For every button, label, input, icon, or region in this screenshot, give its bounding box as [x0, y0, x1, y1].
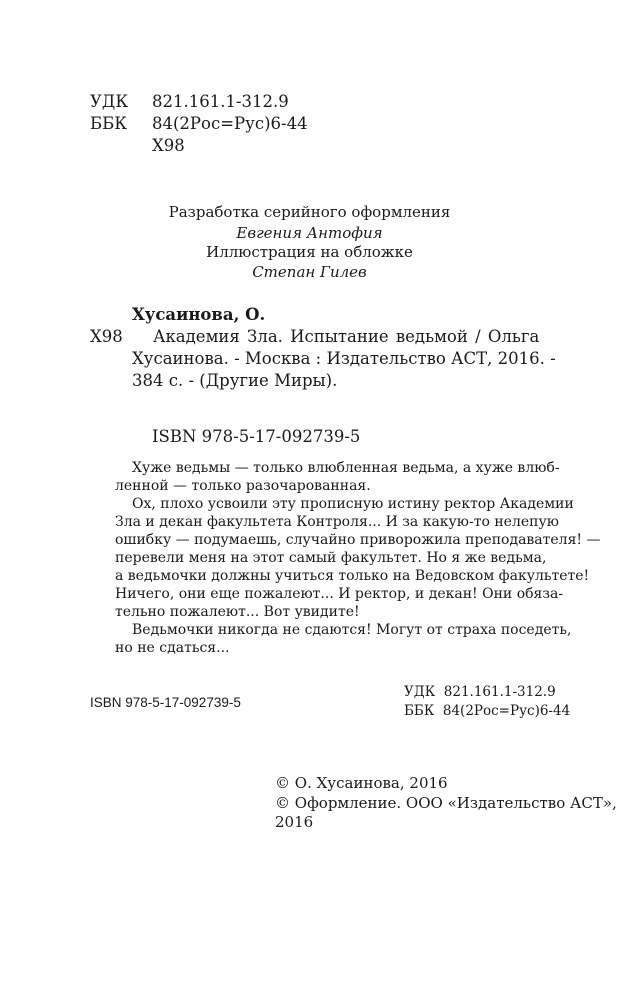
- udk-line: [90, 92, 289, 111]
- catalog-author: Хусаинова, О.: [132, 305, 266, 324]
- copyright-year: 2016: [275, 813, 314, 831]
- catalog-isbn: ISBN 978-5-17-092739-5: [152, 427, 361, 446]
- author-mark: Х98: [152, 136, 185, 155]
- catalog-desc-line-1: Академия Зла. Испытание ведьмой / Ольга: [153, 327, 540, 346]
- credits-line-4: Степан Гилев: [252, 263, 367, 281]
- catalog-desc-line-3: 384 с. - (Другие Миры).: [132, 371, 338, 390]
- udk-value: 821.161.1-312.9: [152, 92, 289, 111]
- credits-line-3: Иллюстрация на обложке: [206, 243, 413, 261]
- catalog-desc-line-2: Хусаинова. - Москва : Издательство АСТ, 2016. -: [132, 349, 556, 368]
- annotation-line: Ничего, они еще пожалеют... И ректор, и декан! Они обяза-: [115, 586, 564, 602]
- catalog-mark: Х98: [90, 327, 123, 346]
- annotation-line: но не сдаться...: [115, 640, 230, 656]
- annotation-line: перевели меня на этот самый факультет. Но я же ведьма,: [115, 550, 547, 566]
- footer-bbk: ББК 84(2Рос=Рус)6-44: [404, 703, 571, 719]
- credits-line-1: Разработка серийного оформления: [168, 203, 451, 221]
- bbk-value: 84(2Рос=Рус)6-44: [152, 114, 308, 133]
- annotation-line: Ведьмочки никогда не сдаются! Могут от страха поседеть,: [132, 622, 572, 638]
- annotation-line: Хуже ведьмы — только влюбленная ведьма, а хуже влюб-: [132, 460, 560, 476]
- annotation-line: тельно пожалеют... Вот увидите!: [115, 604, 360, 620]
- copyright-design: © Оформление. ООО «Издательство АСТ»,: [275, 794, 617, 812]
- annotation-line: Зла и декан факультета Контроля... И за какую-то нелепую: [115, 514, 559, 530]
- bbk-label: ББК: [90, 114, 128, 133]
- annotation-line: Ох, плохо усвоили эту прописную истину ректор Академии: [132, 496, 574, 512]
- annotation-line: ошибку — подумаешь, случайно приворожила преподавателя! —: [115, 532, 601, 548]
- udk-label: УДК: [90, 92, 129, 111]
- footer-udk: УДК 821.161.1-312.9: [404, 684, 556, 700]
- bbk-line: [90, 114, 308, 133]
- credits-line-2: Евгения Антофия: [236, 224, 383, 242]
- annotation-line: ленной — только разочарованная.: [115, 478, 371, 494]
- footer-isbn: ISBN 978-5-17-092739-5: [90, 695, 241, 710]
- copyright-author: © О. Хусаинова, 2016: [275, 774, 448, 792]
- annotation-line: а ведьмочки должны учиться только на Ведовском факультете!: [115, 568, 590, 584]
